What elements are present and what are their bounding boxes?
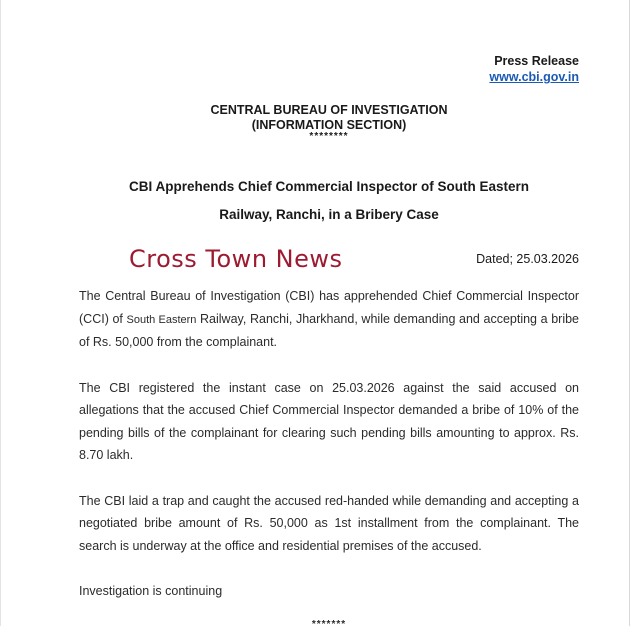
paragraph-1-text-small: South Eastern — [126, 313, 197, 326]
body-paragraph-2: The CBI registered the instant case on 25.03.2026 against the said accused on allegations that the accused Chief Commercial Inspector demanded a bribe of 10% of the pending bills of the complainant for clearing such pending bills amounting to approx. Rs. 8.70 lakh. — [79, 380, 579, 462]
footer-separator: ******* — [311, 618, 347, 626]
header-separator: ******** — [309, 131, 349, 142]
body-paragraph-3: The CBI laid a trap and caught the accused red-handed while demanding and accepting a negotiated bribe amount of Rs. 50,000 as 1st installment from the complainant. The search is underway at the office and residential premises of the accused. — [79, 493, 579, 553]
org-header — [79, 103, 579, 141]
paragraph-1-text-end: Railway, Ranchi, Jharkhand, while demanding and accepting a bribe of Rs. 50,000 from the complainant. — [79, 311, 579, 349]
org-name: CENTRAL BUREAU OF INVESTIGATION — [210, 103, 448, 117]
document-title-line-2: Railway, Ranchi, in a Bribery Case — [219, 207, 439, 222]
document-title — [79, 173, 579, 229]
website-link[interactable]: www.cbi.gov.in — [489, 70, 579, 84]
press-release-header — [79, 0, 579, 85]
document-title-line-1: CBI Apprehends Chief Commercial Inspector of South Eastern — [128, 179, 530, 194]
watermark-cross-town-news: Cross Town News — [129, 245, 343, 273]
paragraph-1-text-start: The Central Bureau of Investigation (CBI) has apprehended Chief Commercial Inspector (CCI) of — [79, 289, 579, 326]
document-content — [79, 0, 579, 626]
masthead-row — [79, 245, 579, 273]
body-paragraph-1 — [79, 285, 579, 354]
org-section: (INFORMATION SECTION) — [251, 118, 407, 132]
date-line: Dated; 25.03.2026 — [476, 252, 579, 266]
press-release-label: Press Release — [494, 54, 579, 68]
closing-line: Investigation is continuing — [79, 584, 223, 598]
